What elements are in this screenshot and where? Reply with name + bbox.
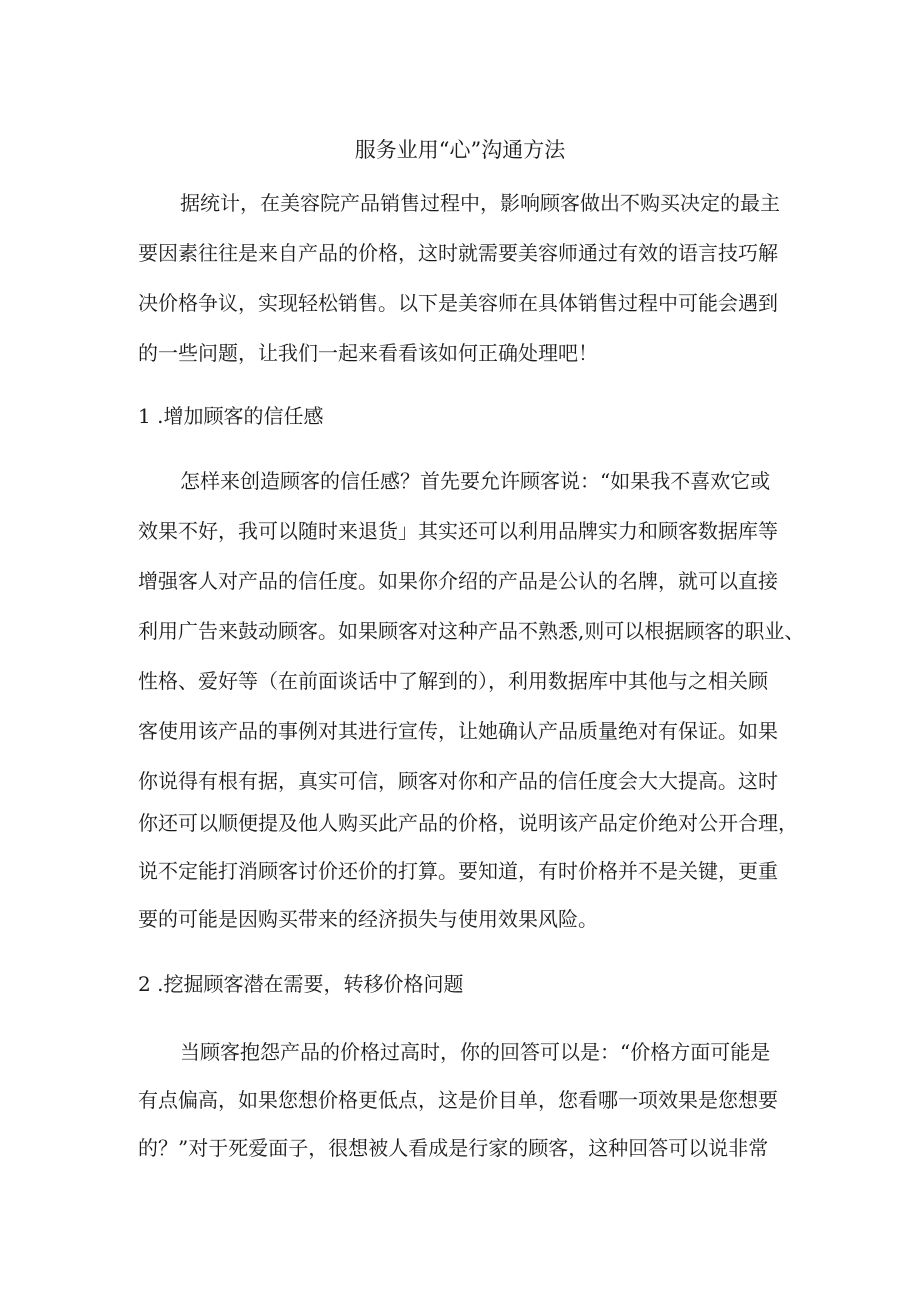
section-2-line: 当顾客抱怨产品的价格过高时，你的回答可以是：“价格方面可能是 — [180, 1040, 771, 1064]
section-1-line: 性格、爱好等（在前面谈话中了解到的），利用数据库中其他与之相关顾 — [138, 669, 768, 693]
section-1-line: 要的可能是因购买带来的经济损失与使用效果风险。 — [138, 907, 598, 931]
section-2-line: 的？”对于死爱面子，很想被人看成是行家的顾客，这种回答可以说非常 — [138, 1136, 769, 1160]
section-1-line: 客使用该产品的事例对其进行宣传，让她确认产品质量绝对有保证。如果 — [138, 719, 778, 743]
section-2-line: 有点偏高，如果您想价格更低点，这是价目单，您看哪一项效果是您想要 — [138, 1088, 778, 1112]
intro-line: 据统计，在美容院产品销售过程中，影响顾客做出不购买决定的最主 — [180, 191, 780, 215]
section-1-line: 你说得有根有据，真实可信，顾客对你和产品的信任度会大大提高。这时 — [138, 769, 778, 793]
section-1-line: 你还可以顺便提及他人购买此产品的价格，说明该产品定价绝对公开合理， — [138, 811, 798, 835]
document-title: 服务业用“心”沟通方法 — [354, 138, 566, 162]
section-1-line: 利用广告来鼓动顾客。如果顾客对这种产品不熟悉,则可以根据顾客的职业、 — [138, 619, 805, 643]
intro-line: 要因素往往是来自产品的价格，这时就需要美容师通过有效的语言技巧解 — [138, 241, 778, 265]
section-1-line: 说不定能打消顾客讨价还价的打算。要知道，有时价格并不是关键，更重 — [138, 859, 778, 883]
section-1-heading: 1 .增加顾客的信任感 — [138, 404, 324, 428]
section-1-line: 效果不好，我可以随时来退货」其实还可以利用品牌实力和顾客数据库等 — [138, 519, 778, 543]
section-1-line: 增强客人对产品的信任度。如果你介绍的产品是公认的名牌，就可以直接 — [138, 569, 778, 593]
intro-line: 决价格争议，实现轻松销售。以下是美容师在具体销售过程中可能会遇到 — [138, 291, 778, 315]
section-1-line: 怎样来创造顾客的信任感？首先要允许顾客说：“如果我不喜欢它或 — [180, 469, 771, 493]
section-2-heading: 2 .挖掘顾客潜在需要，转移价格问题 — [138, 972, 464, 996]
intro-line: 的一些问题，让我们一起来看看该如何正确处理吧！ — [138, 341, 598, 365]
